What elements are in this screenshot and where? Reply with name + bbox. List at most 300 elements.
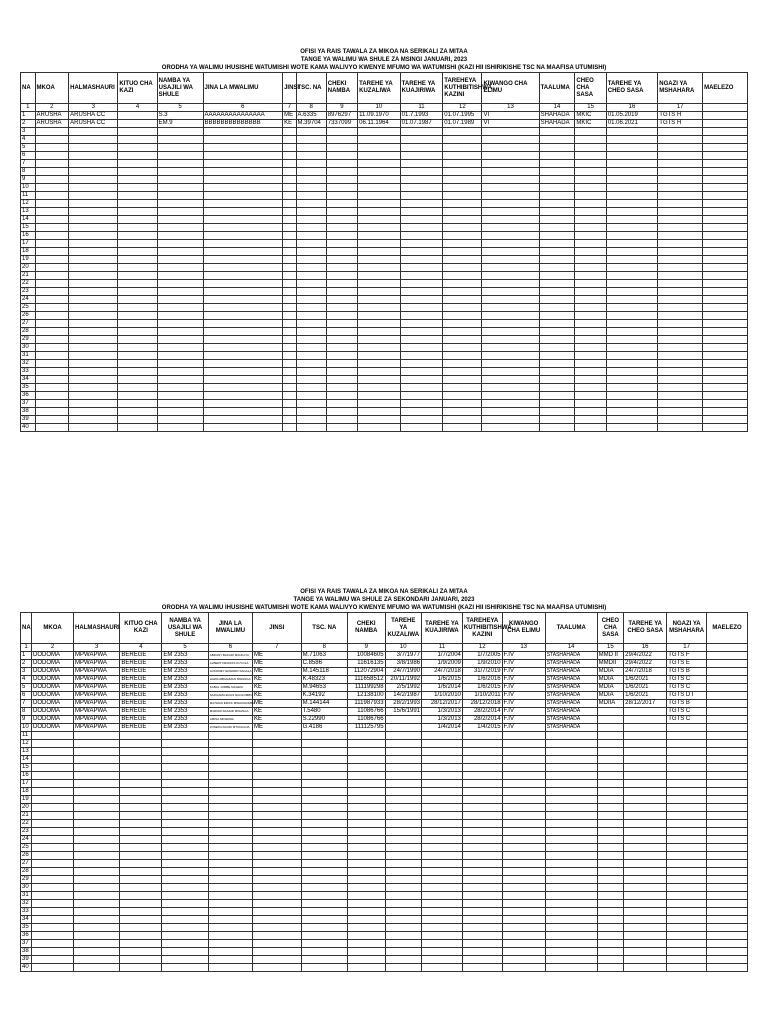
table-cell bbox=[667, 740, 707, 748]
table-cell bbox=[32, 892, 74, 900]
table-cell bbox=[385, 724, 421, 732]
table-cell: 5 bbox=[21, 684, 32, 692]
table-cell bbox=[422, 852, 463, 860]
table-cell bbox=[707, 836, 748, 844]
column-number: 3 bbox=[69, 104, 118, 112]
table-row bbox=[21, 280, 748, 288]
table-cell bbox=[358, 344, 401, 352]
table-cell: 9 bbox=[21, 716, 32, 724]
table-cell: TGTS H bbox=[658, 120, 703, 128]
table-cell bbox=[326, 416, 357, 424]
table-cell bbox=[443, 280, 482, 288]
table-cell bbox=[35, 152, 69, 160]
table-cell: EM 2353 bbox=[162, 700, 208, 708]
table-cell bbox=[69, 336, 118, 344]
table-cell bbox=[443, 240, 482, 248]
table-cell bbox=[597, 804, 624, 812]
table-cell: 1/6/2016 bbox=[462, 676, 502, 684]
table-cell bbox=[162, 860, 208, 868]
table-cell bbox=[157, 200, 203, 208]
table-cell: EM 2353 bbox=[162, 692, 208, 700]
table-cell bbox=[120, 796, 162, 804]
table-cell bbox=[283, 152, 296, 160]
table-cell bbox=[667, 964, 707, 972]
table-cell bbox=[462, 804, 502, 812]
table-cell bbox=[283, 312, 296, 320]
table-cell bbox=[157, 368, 203, 376]
row-number: 14 bbox=[21, 756, 32, 764]
table-cell bbox=[462, 812, 502, 820]
table-cell bbox=[203, 280, 283, 288]
table-cell bbox=[120, 748, 162, 756]
table-cell bbox=[358, 168, 401, 176]
table-cell bbox=[74, 940, 120, 948]
table-cell bbox=[400, 272, 443, 280]
table-cell: JOSEPH DAUDI MTUNGUJA bbox=[208, 724, 252, 732]
table-cell bbox=[462, 772, 502, 780]
table-cell bbox=[283, 328, 296, 336]
table-cell bbox=[462, 836, 502, 844]
table-cell bbox=[347, 852, 385, 860]
column-header: TAREHE YA KUAJIRIWA bbox=[400, 73, 443, 104]
table-cell bbox=[482, 144, 539, 152]
table-cell bbox=[539, 136, 575, 144]
table-cell bbox=[120, 836, 162, 844]
table-cell bbox=[443, 312, 482, 320]
table-cell bbox=[157, 392, 203, 400]
table-cell bbox=[462, 964, 502, 972]
table-cell bbox=[545, 940, 597, 948]
table-cell: 06.11.1964 bbox=[358, 120, 401, 128]
table-cell bbox=[400, 376, 443, 384]
column-number: 16 bbox=[624, 644, 667, 652]
table-cell: BBBBBBBBBBBBBB bbox=[203, 120, 283, 128]
table-cell bbox=[296, 392, 326, 400]
column-number: 6 bbox=[203, 104, 283, 112]
table-cell bbox=[707, 660, 748, 668]
table-cell bbox=[443, 320, 482, 328]
table-cell bbox=[326, 344, 357, 352]
table-cell bbox=[118, 160, 157, 168]
table-cell bbox=[203, 408, 283, 416]
table-cell bbox=[597, 924, 624, 932]
table-cell bbox=[597, 964, 624, 972]
table-cell bbox=[482, 128, 539, 136]
table-cell bbox=[575, 424, 606, 432]
table-cell bbox=[162, 748, 208, 756]
table-cell bbox=[575, 184, 606, 192]
table-cell: MDIA bbox=[597, 692, 624, 700]
table-cell bbox=[539, 200, 575, 208]
table-cell bbox=[443, 200, 482, 208]
table-cell bbox=[502, 740, 545, 748]
row-number: 33 bbox=[21, 368, 36, 376]
table-cell bbox=[482, 184, 539, 192]
table-cell bbox=[658, 392, 703, 400]
table-cell bbox=[703, 248, 748, 256]
table-cell bbox=[575, 352, 606, 360]
column-header: HALMASHAURI bbox=[69, 73, 118, 104]
table-cell bbox=[667, 732, 707, 740]
table-row bbox=[21, 652, 748, 660]
table-cell bbox=[597, 836, 624, 844]
table-cell bbox=[606, 160, 658, 168]
table-cell bbox=[326, 232, 357, 240]
table-cell bbox=[69, 272, 118, 280]
table-cell bbox=[326, 408, 357, 416]
table-cell bbox=[482, 408, 539, 416]
table-cell bbox=[118, 200, 157, 208]
table-cell bbox=[35, 400, 69, 408]
table-cell bbox=[482, 424, 539, 432]
table-cell bbox=[400, 304, 443, 312]
row-number: 21 bbox=[21, 812, 32, 820]
table-cell: TGTS E bbox=[667, 660, 707, 668]
table-cell bbox=[74, 932, 120, 940]
column-number: 6 bbox=[208, 644, 252, 652]
table-cell bbox=[703, 176, 748, 184]
table-cell bbox=[203, 416, 283, 424]
table-cell bbox=[252, 956, 301, 964]
table-cell bbox=[545, 828, 597, 836]
table-cell bbox=[597, 900, 624, 908]
table-cell bbox=[606, 400, 658, 408]
table-cell bbox=[482, 256, 539, 264]
table-cell: MKIC bbox=[575, 120, 606, 128]
table-row bbox=[21, 692, 748, 700]
table-cell bbox=[283, 128, 296, 136]
table-cell bbox=[667, 956, 707, 964]
table-row bbox=[21, 836, 748, 844]
table-cell bbox=[539, 152, 575, 160]
table-cell bbox=[203, 152, 283, 160]
table-cell bbox=[707, 812, 748, 820]
table-cell bbox=[203, 424, 283, 432]
table-cell bbox=[35, 256, 69, 264]
table-cell bbox=[606, 280, 658, 288]
table-cell bbox=[203, 184, 283, 192]
table-cell bbox=[707, 684, 748, 692]
table-cell bbox=[35, 160, 69, 168]
table-cell bbox=[120, 844, 162, 852]
table-cell bbox=[545, 748, 597, 756]
table-cell bbox=[606, 152, 658, 160]
column-header: CHEKI NAMBA bbox=[347, 613, 385, 644]
table-cell bbox=[74, 748, 120, 756]
table-cell bbox=[347, 948, 385, 956]
table-cell bbox=[301, 812, 347, 820]
table-cell bbox=[658, 336, 703, 344]
table-cell bbox=[283, 400, 296, 408]
table-cell bbox=[74, 828, 120, 836]
table-cell: 3/8/1986 bbox=[385, 660, 421, 668]
table-row bbox=[21, 676, 748, 684]
table-row bbox=[21, 352, 748, 360]
table-cell bbox=[74, 916, 120, 924]
table-cell bbox=[326, 312, 357, 320]
table-cell bbox=[502, 916, 545, 924]
table-cell bbox=[296, 408, 326, 416]
table-cell bbox=[347, 828, 385, 836]
table-cell bbox=[157, 336, 203, 344]
table-cell bbox=[252, 900, 301, 908]
table-row bbox=[21, 376, 748, 384]
table-cell bbox=[703, 384, 748, 392]
table-cell bbox=[400, 320, 443, 328]
table-cell bbox=[35, 352, 69, 360]
table-cell bbox=[301, 884, 347, 892]
table-cell bbox=[74, 732, 120, 740]
table-cell: MPWAPWA bbox=[74, 700, 120, 708]
table-cell bbox=[157, 416, 203, 424]
table-cell bbox=[347, 748, 385, 756]
table-cell bbox=[597, 820, 624, 828]
table-cell bbox=[203, 264, 283, 272]
table-row bbox=[21, 812, 748, 820]
table-cell bbox=[707, 964, 748, 972]
table-cell bbox=[624, 884, 667, 892]
table-cell: 1/6/2014 bbox=[422, 684, 463, 692]
table-cell bbox=[358, 160, 401, 168]
table-cell: STASHAHADA bbox=[545, 708, 597, 716]
table-cell bbox=[203, 328, 283, 336]
table-cell bbox=[400, 240, 443, 248]
column-header: MAELEZO bbox=[703, 73, 748, 104]
table-cell bbox=[157, 192, 203, 200]
table-cell bbox=[400, 264, 443, 272]
column-number: 14 bbox=[539, 104, 575, 112]
table-cell bbox=[74, 948, 120, 956]
table-cell bbox=[347, 916, 385, 924]
table-cell bbox=[545, 924, 597, 932]
table-cell bbox=[69, 200, 118, 208]
table-cell bbox=[462, 732, 502, 740]
column-number: 15 bbox=[597, 644, 624, 652]
table-cell bbox=[283, 368, 296, 376]
table-cell bbox=[443, 144, 482, 152]
table-cell bbox=[539, 328, 575, 336]
table-cell bbox=[658, 264, 703, 272]
table-cell: EM 2353 bbox=[162, 652, 208, 660]
table-cell bbox=[385, 780, 421, 788]
table-cell bbox=[443, 192, 482, 200]
table-cell bbox=[606, 136, 658, 144]
table-cell bbox=[385, 932, 421, 940]
table-cell bbox=[69, 184, 118, 192]
table-cell: DODOMA bbox=[32, 724, 74, 732]
table-cell bbox=[597, 716, 624, 724]
table-cell bbox=[443, 424, 482, 432]
table-cell bbox=[658, 352, 703, 360]
table-cell bbox=[118, 328, 157, 336]
table-cell bbox=[539, 232, 575, 240]
table-cell bbox=[296, 304, 326, 312]
table-cell bbox=[667, 860, 707, 868]
table-cell bbox=[422, 788, 463, 796]
table-cell bbox=[326, 136, 357, 144]
table-cell bbox=[575, 328, 606, 336]
table-cell bbox=[606, 232, 658, 240]
table-cell bbox=[597, 740, 624, 748]
table-cell bbox=[358, 376, 401, 384]
table-cell: 1/9/2009 bbox=[422, 660, 463, 668]
table-cell bbox=[301, 732, 347, 740]
table-cell bbox=[208, 940, 252, 948]
column-header: MKOA bbox=[32, 613, 74, 644]
table-cell: 01.05.2019 bbox=[606, 112, 658, 120]
table-cell bbox=[69, 176, 118, 184]
table-cell bbox=[443, 416, 482, 424]
table-cell bbox=[120, 892, 162, 900]
column-header: JINA LA MWALIMU bbox=[208, 613, 252, 644]
table-cell bbox=[667, 812, 707, 820]
table-cell bbox=[120, 940, 162, 948]
table-row bbox=[21, 400, 748, 408]
table-cell bbox=[597, 876, 624, 884]
column-header: TAREHE YA KUAJIRIWA bbox=[422, 613, 463, 644]
table-cell bbox=[443, 288, 482, 296]
table-cell bbox=[606, 264, 658, 272]
row-number: 24 bbox=[21, 836, 32, 844]
table-cell: ME bbox=[252, 652, 301, 660]
table-cell bbox=[118, 256, 157, 264]
row-number: 37 bbox=[21, 940, 32, 948]
table-cell bbox=[624, 932, 667, 940]
table-cell: F.IV bbox=[502, 676, 545, 684]
table-cell bbox=[597, 948, 624, 956]
table-cell bbox=[347, 772, 385, 780]
table-cell: A.6335 bbox=[296, 112, 326, 120]
table-cell bbox=[252, 876, 301, 884]
table-cell bbox=[658, 320, 703, 328]
table-cell: ME bbox=[283, 112, 296, 120]
column-number bbox=[707, 644, 748, 652]
table-cell bbox=[658, 408, 703, 416]
table-cell bbox=[658, 400, 703, 408]
table-cell bbox=[347, 756, 385, 764]
table-cell bbox=[203, 336, 283, 344]
table-cell bbox=[502, 812, 545, 820]
table-cell: 28/2/1993 bbox=[385, 700, 421, 708]
table-cell bbox=[296, 424, 326, 432]
table-cell bbox=[74, 756, 120, 764]
table-cell bbox=[400, 312, 443, 320]
table-cell bbox=[301, 796, 347, 804]
table-cell: 1/10/2010 bbox=[422, 692, 463, 700]
sheet-title: OFISI YA RAIS TAWALA ZA MIKOA NA SERIKALI ZA MITAA bbox=[300, 589, 468, 595]
table-cell bbox=[35, 384, 69, 392]
table-cell bbox=[624, 748, 667, 756]
table-cell bbox=[658, 216, 703, 224]
table-row bbox=[21, 764, 748, 772]
table-row bbox=[21, 240, 748, 248]
table-cell: C.8586 bbox=[301, 660, 347, 668]
table-cell bbox=[157, 384, 203, 392]
table-cell bbox=[707, 956, 748, 964]
table-cell bbox=[606, 408, 658, 416]
table-cell bbox=[283, 280, 296, 288]
table-cell bbox=[162, 804, 208, 812]
table-cell: MATHIAS ERICK MWAKIGOMBA bbox=[208, 700, 252, 708]
table-cell bbox=[400, 136, 443, 144]
table-cell: 29/4/2022 bbox=[624, 660, 667, 668]
table-cell: TGTS C bbox=[667, 716, 707, 724]
table-cell bbox=[35, 344, 69, 352]
table-cell bbox=[74, 820, 120, 828]
table-cell bbox=[296, 312, 326, 320]
table-cell bbox=[69, 248, 118, 256]
column-header: JINA LA MWALIMU bbox=[203, 73, 283, 104]
table-cell bbox=[157, 360, 203, 368]
table-cell bbox=[422, 772, 463, 780]
table-cell bbox=[35, 208, 69, 216]
secondary-school-sheet bbox=[20, 588, 748, 972]
table-cell bbox=[162, 892, 208, 900]
table-cell bbox=[120, 852, 162, 860]
column-number: 4 bbox=[120, 644, 162, 652]
table-cell bbox=[283, 336, 296, 344]
table-cell bbox=[283, 192, 296, 200]
table-row bbox=[21, 408, 748, 416]
table-cell bbox=[283, 168, 296, 176]
column-number: 16 bbox=[606, 104, 658, 112]
table-cell bbox=[539, 240, 575, 248]
table-cell bbox=[597, 844, 624, 852]
table-cell bbox=[482, 248, 539, 256]
table-cell bbox=[658, 208, 703, 216]
table-cell bbox=[502, 900, 545, 908]
table-row bbox=[21, 296, 748, 304]
column-number: 1 bbox=[21, 644, 32, 652]
table-cell bbox=[208, 852, 252, 860]
table-cell bbox=[157, 352, 203, 360]
table-row bbox=[21, 360, 748, 368]
table-row bbox=[21, 668, 748, 676]
table-cell bbox=[326, 168, 357, 176]
column-header: NA bbox=[21, 613, 32, 644]
table-cell: DODOMA bbox=[32, 676, 74, 684]
column-number: 13 bbox=[482, 104, 539, 112]
row-number: 3 bbox=[21, 128, 36, 136]
table-row bbox=[21, 964, 748, 972]
table-row bbox=[21, 820, 748, 828]
table-cell bbox=[400, 280, 443, 288]
row-number: 40 bbox=[21, 424, 36, 432]
table-cell bbox=[703, 392, 748, 400]
table-cell bbox=[597, 780, 624, 788]
table-cell bbox=[358, 136, 401, 144]
table-cell: 1/3/2013 bbox=[422, 716, 463, 724]
table-cell: DODOMA bbox=[32, 652, 74, 660]
table-cell bbox=[69, 352, 118, 360]
table-cell bbox=[157, 168, 203, 176]
table-cell bbox=[301, 964, 347, 972]
table-cell bbox=[208, 804, 252, 812]
table-cell bbox=[443, 272, 482, 280]
table-cell bbox=[422, 868, 463, 876]
table-cell bbox=[283, 320, 296, 328]
table-cell bbox=[301, 956, 347, 964]
table-cell bbox=[575, 400, 606, 408]
table-cell: 29/4/2022 bbox=[624, 652, 667, 660]
table-cell bbox=[326, 264, 357, 272]
table-cell bbox=[400, 176, 443, 184]
table-cell bbox=[707, 724, 748, 732]
table-cell bbox=[624, 804, 667, 812]
table-cell bbox=[606, 240, 658, 248]
table-cell: TGTS C bbox=[667, 708, 707, 716]
table-cell bbox=[597, 788, 624, 796]
